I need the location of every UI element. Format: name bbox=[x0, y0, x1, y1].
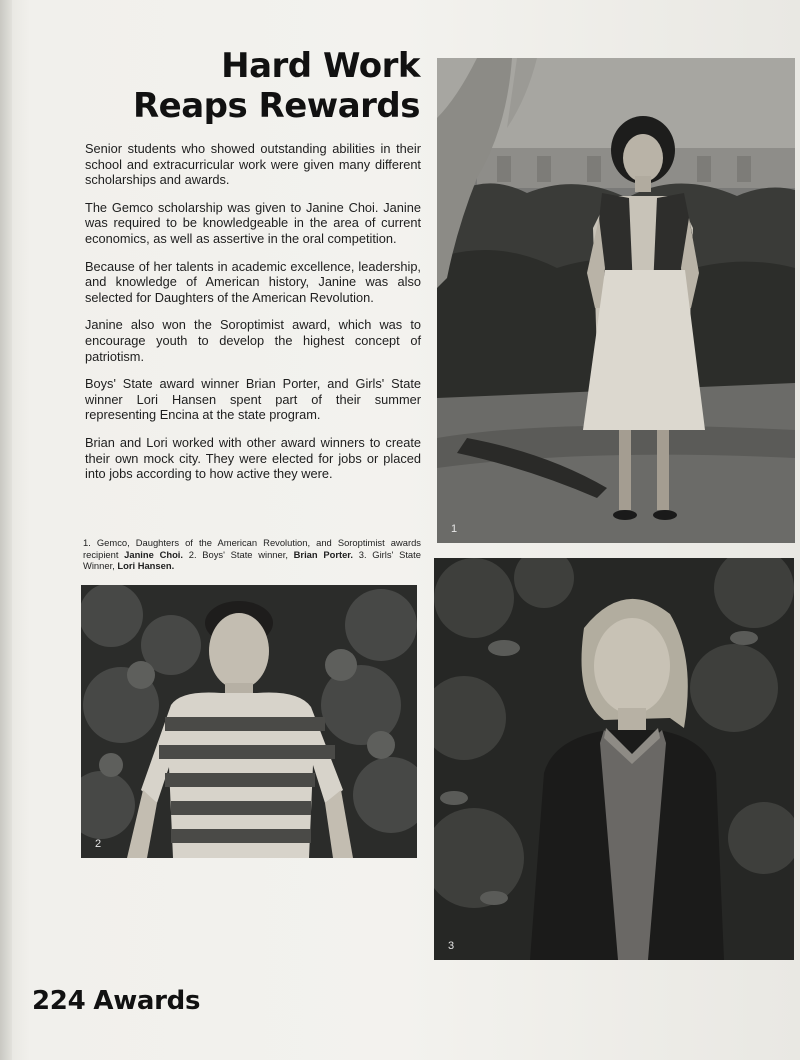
photo-number: 1 bbox=[451, 523, 458, 535]
title-line-2: Reaps Rewards bbox=[132, 86, 420, 126]
paragraph: Brian and Lori worked with other award winners to create their own mock city. They were elected for jobs or placed into jobs according to how active they were. bbox=[85, 434, 421, 482]
title-line-1: Hard Work bbox=[221, 46, 420, 86]
caption-name: Brian Porter. bbox=[293, 548, 354, 560]
photo-lori-hansen bbox=[434, 558, 794, 960]
paragraph: The Gemco scholarship was given to Janine Choi. Janine was required to be knowledgeable in the area of current economics, as well as assertive in the oral competition. bbox=[85, 199, 421, 246]
article-body bbox=[85, 141, 421, 494]
section-name: Awards bbox=[93, 986, 201, 1016]
page-binding-shadow bbox=[0, 0, 12, 1060]
photo-janine-choi bbox=[437, 58, 795, 543]
photo-2-illustration bbox=[81, 585, 417, 858]
photo-number: 3 bbox=[448, 940, 455, 952]
photo-3-illustration bbox=[434, 558, 794, 960]
caption-text: 1. Gemco, Daughters of the American Revolution, and Soroptimist awards recipient bbox=[83, 537, 421, 560]
photo-brian-porter bbox=[81, 585, 417, 858]
photo-number: 2 bbox=[95, 838, 102, 850]
paragraph: Boys' State award winner Brian Porter, and Girls' State winner Lori Hansen spent part of their summer representing Encina at the state program. bbox=[85, 376, 421, 423]
page-number: 224 bbox=[32, 986, 86, 1016]
caption-text: 2. Boys' State winner, bbox=[183, 548, 294, 560]
caption-name: Janine Choi. bbox=[124, 548, 184, 560]
caption-text: 3. Girls' State Winner, bbox=[83, 548, 421, 572]
photo-1-illustration bbox=[437, 58, 795, 543]
photo-caption bbox=[83, 537, 421, 572]
page-title bbox=[80, 46, 420, 126]
page-footer bbox=[32, 986, 208, 1016]
paragraph: Because of her talents in academic excellence, leadership, and knowledge of American history, Janine was also selected for Daughters of the American Revolution. bbox=[85, 258, 421, 305]
paragraph: Senior students who showed outstanding abilities in their school and extracurricular work were given many different scholarships and awards. bbox=[85, 141, 421, 188]
paragraph: Janine also won the Soroptimist award, which was to encourage youth to develop the highest concept of patriotism. bbox=[85, 317, 421, 364]
caption-name: Lori Hansen. bbox=[117, 560, 175, 572]
